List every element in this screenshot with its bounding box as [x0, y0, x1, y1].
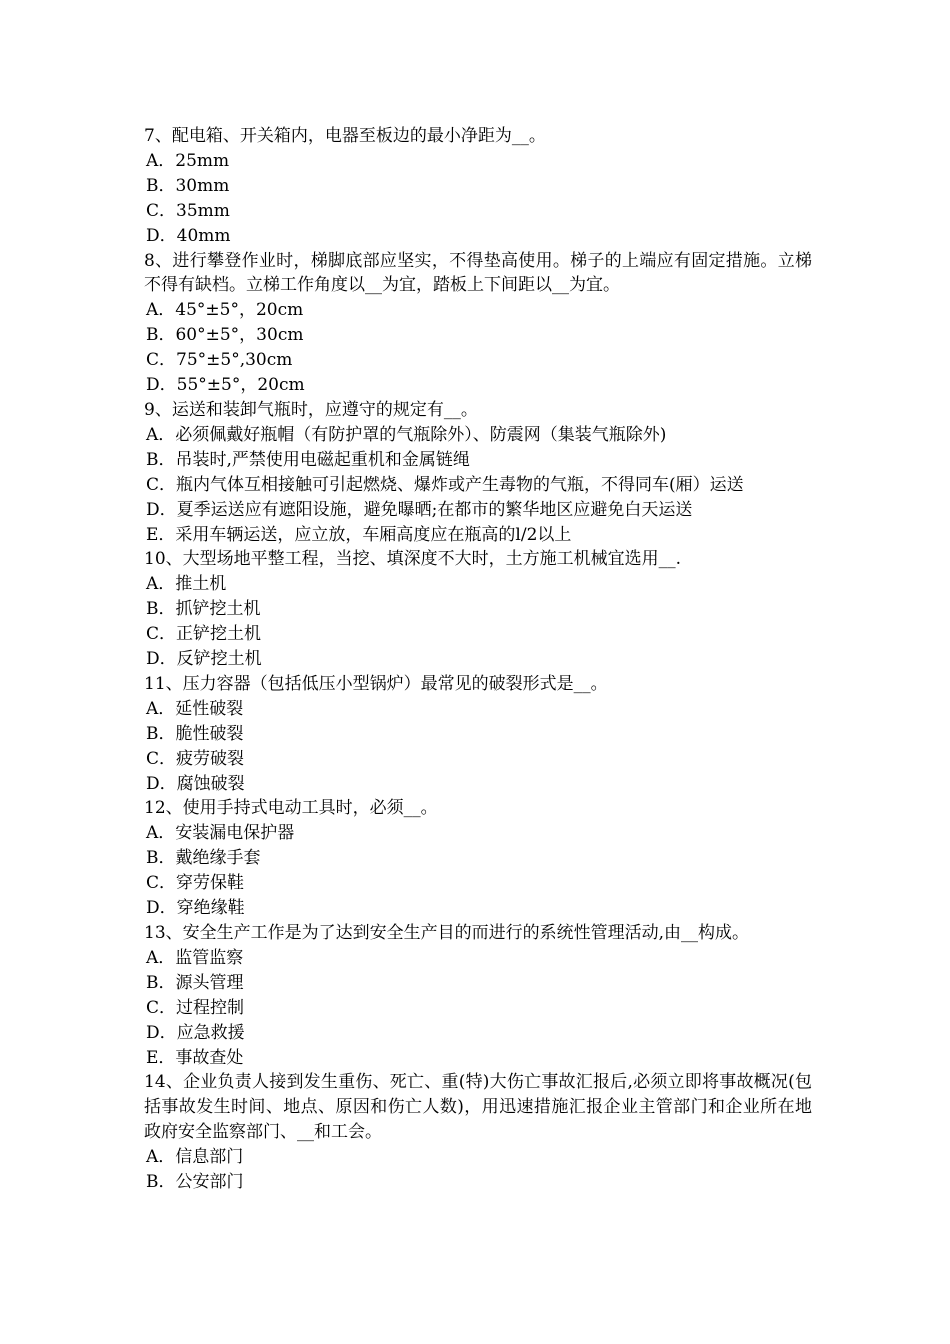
- option-c: C．过程控制: [146, 997, 245, 1018]
- question-stem: 11、压力容器（包括低压小型锅炉）最常见的破裂形式是__。: [144, 673, 608, 694]
- question-stem: 8、进行攀登作业时，梯脚底部应坚实，不得垫高使用。梯子的上端应有固定措施。立梯不得有缺档。立梯工作角度以__为宜，踏板上下间距以__为宜。: [144, 250, 812, 296]
- question-13: [144, 921, 812, 1070]
- option-d: D．夏季运送应有遮阳设施，避免曝晒;在都市的繁华地区应避免白天运送: [146, 499, 693, 520]
- option-a: A．延性破裂: [146, 698, 244, 719]
- question-stem: 12、使用手持式电动工具时，必须__。: [144, 798, 438, 819]
- question-12: [144, 796, 812, 921]
- option-e: E．事故查处: [146, 1047, 244, 1068]
- option-a: A．45°±5°，20cm: [146, 300, 304, 321]
- option-d: D．反铲挖土机: [146, 649, 262, 670]
- option-a: A．信息部门: [146, 1147, 244, 1168]
- question-list: [144, 124, 812, 1195]
- option-b: B．公安部门: [146, 1172, 244, 1193]
- option-d: D．腐蚀破裂: [146, 773, 245, 794]
- option-b: B．60°±5°，30cm: [146, 325, 304, 346]
- option-b: B．抓铲挖土机: [146, 599, 261, 620]
- option-c: C．瓶内气体互相接触可引起燃烧、爆炸或产生毒物的气瓶，不得同车(厢）运送: [146, 474, 744, 495]
- option-d: D．应急救援: [146, 1022, 245, 1043]
- option-c: C．75°±5°,30cm: [146, 350, 293, 371]
- question-7: [144, 124, 812, 249]
- option-d: D．55°±5°，20cm: [146, 375, 305, 396]
- question-9: [144, 398, 812, 547]
- option-c: C．穿劳保鞋: [146, 873, 245, 894]
- option-b: B．戴绝缘手套: [146, 848, 261, 869]
- question-stem: 14、企业负责人接到发生重伤、死亡、重(特)大伤亡事故汇报后,必须立即将事故概况(包括事故发生时间、地点、原因和伤亡人数)，用迅速措施汇报企业主管部门和企业所在地政府安全监察部门、__和工会。: [144, 1072, 812, 1143]
- option-a: A．推土机: [146, 574, 227, 595]
- option-d: D．40mm: [146, 225, 231, 246]
- option-b: B．吊装时,严禁使用电磁起重机和金属链绳: [146, 449, 470, 470]
- question-10: [144, 547, 812, 672]
- question-8: [144, 249, 812, 398]
- question-stem: 7、配电箱、开关箱内，电器至板边的最小净距为__。: [144, 126, 546, 146]
- option-c: C．疲劳破裂: [146, 748, 245, 769]
- question-stem: 9、运送和装卸气瓶时，应遵守的规定有__。: [144, 399, 478, 420]
- option-a: A．25mm: [146, 150, 230, 171]
- option-c: C．35mm: [146, 200, 230, 221]
- question-14: [144, 1070, 812, 1195]
- option-b: B．脆性破裂: [146, 723, 244, 744]
- question-stem: 13、安全生产工作是为了达到安全生产目的而进行的系统性管理活动,由__构成。: [144, 923, 750, 943]
- option-a: A．监管监察: [146, 947, 244, 968]
- option-b: B．源头管理: [146, 972, 244, 993]
- question-11: [144, 672, 812, 797]
- option-b: B．30mm: [146, 175, 230, 196]
- option-a: A．安装漏电保护器: [146, 823, 295, 844]
- option-e: E．采用车辆运送，应立放，车厢高度应在瓶高的l/2以上: [146, 524, 572, 545]
- option-d: D．穿绝缘鞋: [146, 898, 245, 919]
- option-a: A．必须佩戴好瓶帽（有防护罩的气瓶除外）、防震网（集装气瓶除外): [146, 424, 667, 445]
- option-c: C．正铲挖土机: [146, 624, 262, 645]
- question-stem: 10、大型场地平整工程，当挖、填深度不大时，土方施工机械宜选用__.: [144, 549, 682, 570]
